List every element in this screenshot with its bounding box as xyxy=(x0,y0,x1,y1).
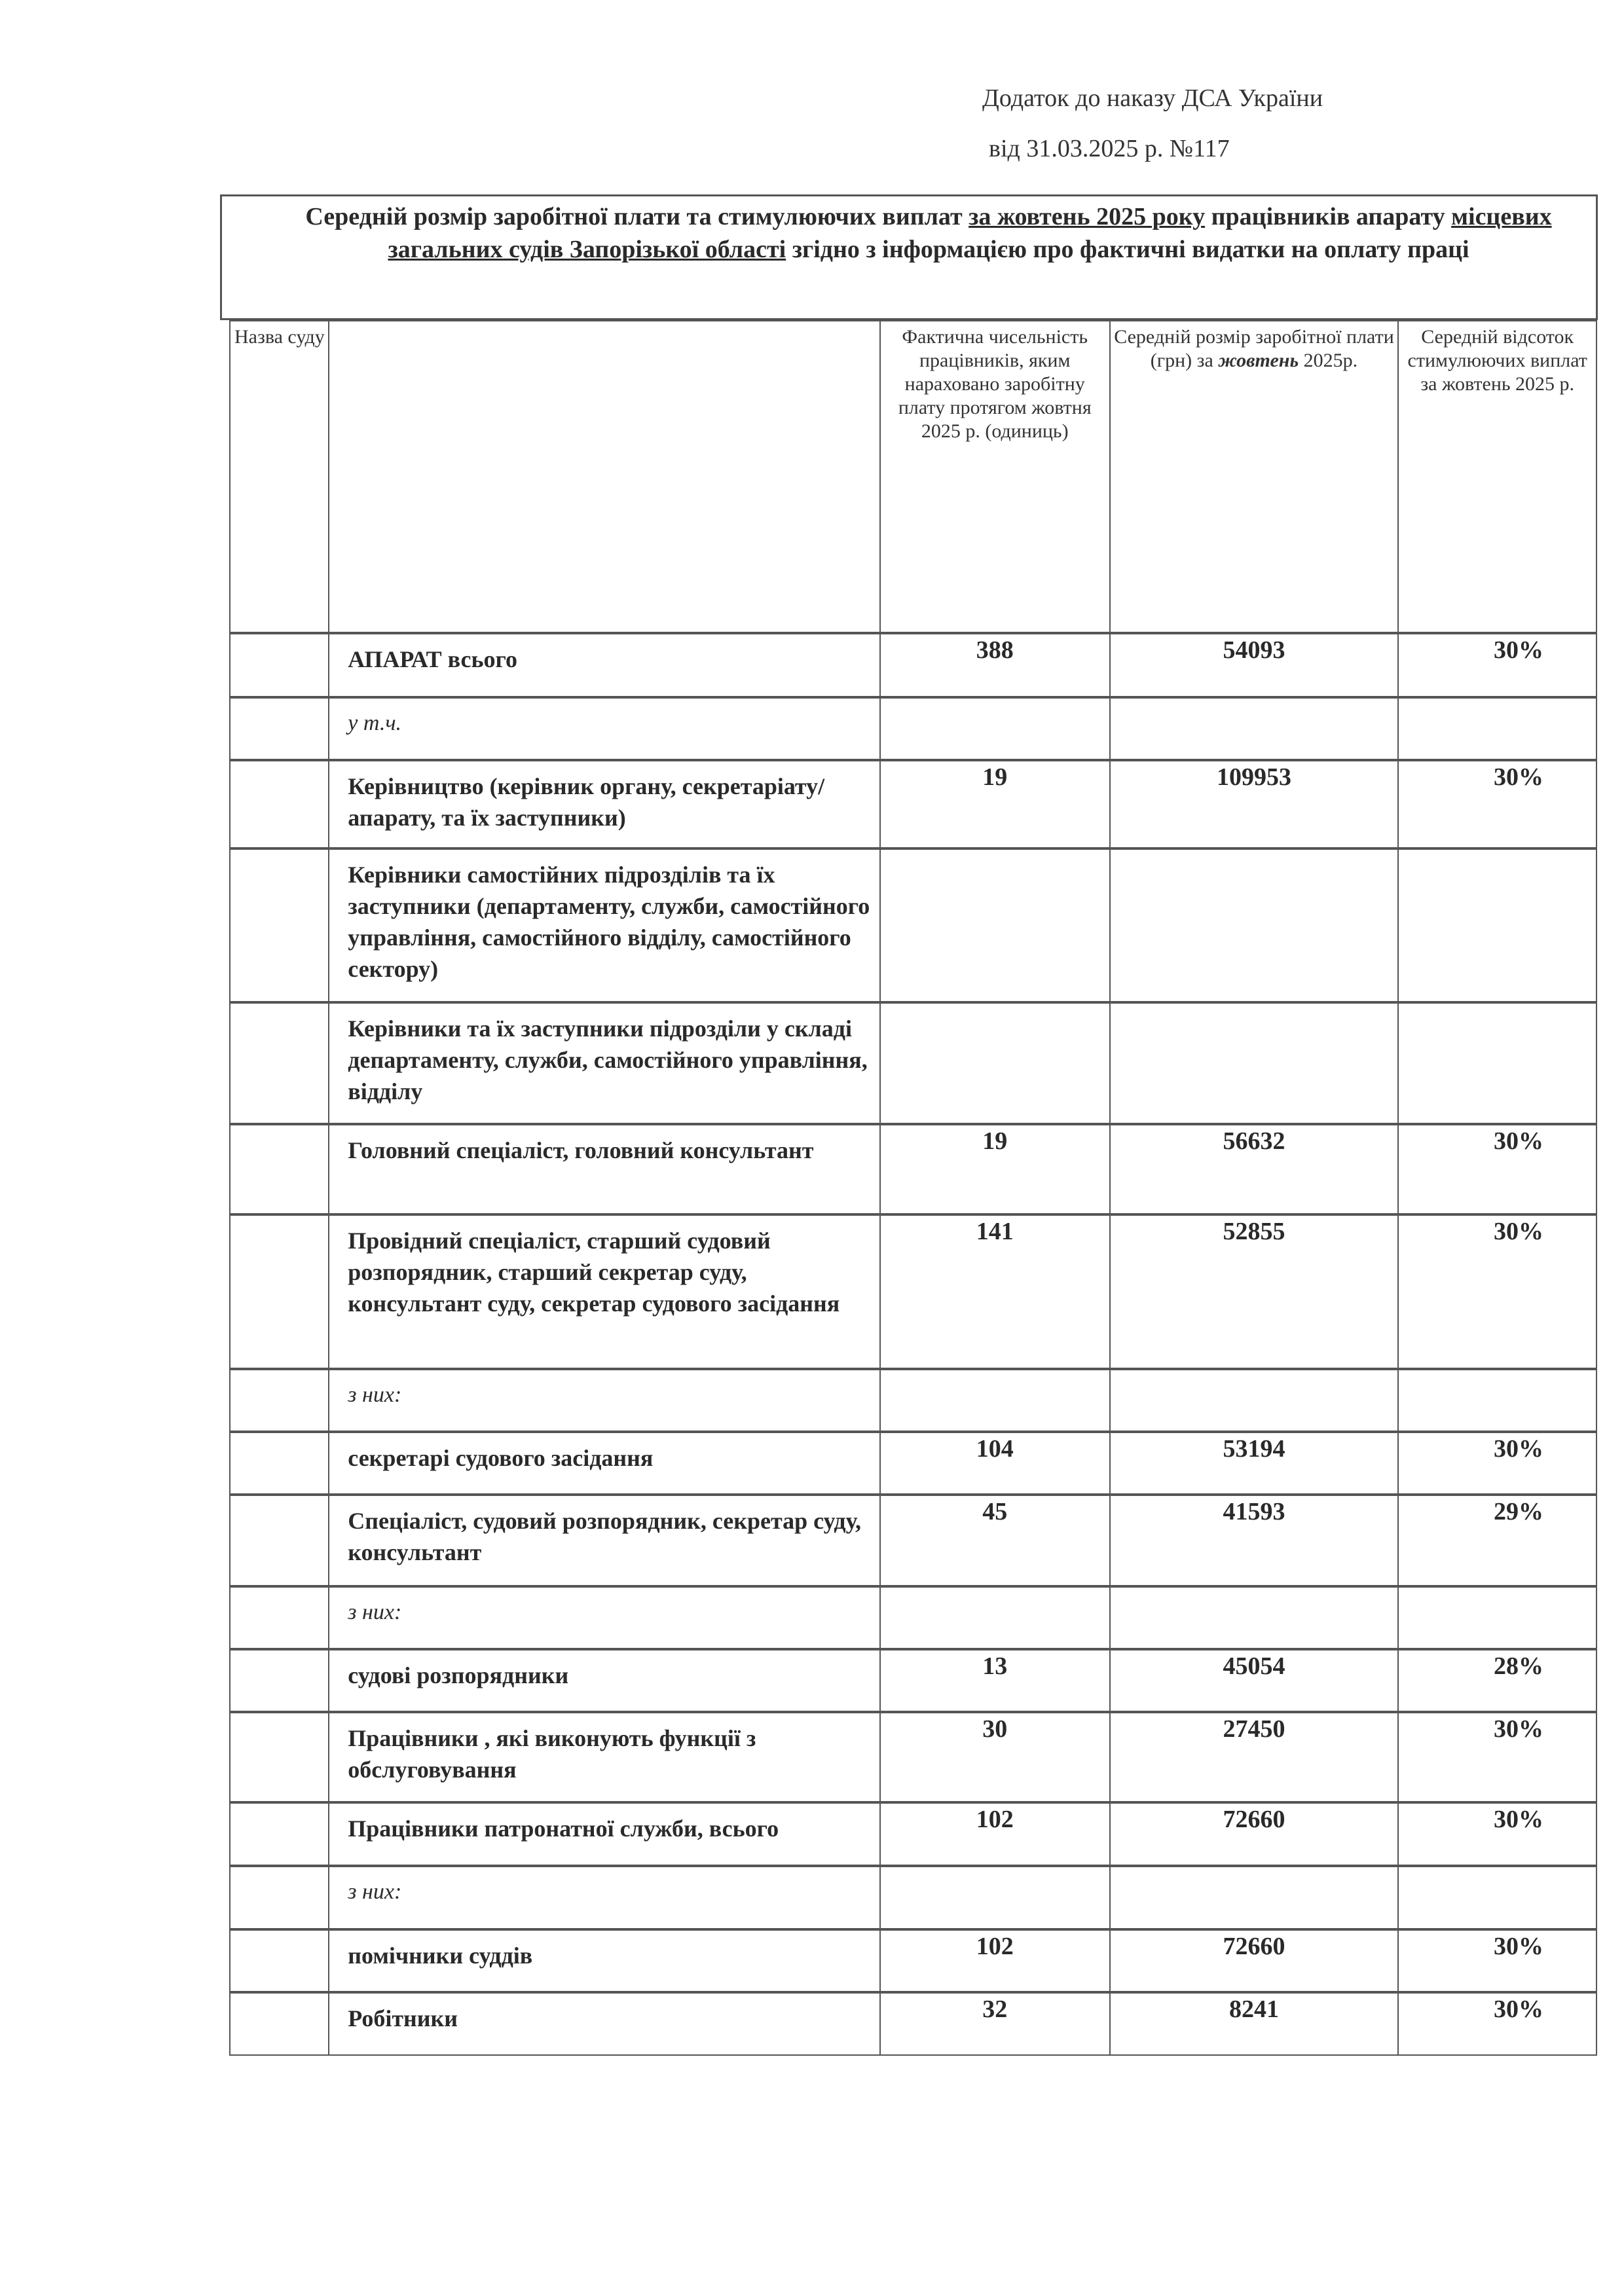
bonus-pct-cell xyxy=(1398,697,1596,760)
position-label: Керівництво (керівник органу, секретаріату/апарату, та їх заступники) xyxy=(329,760,880,848)
header-bonus-pct: Середній відсоток стимулюючих виплат за жовтень 2025 р. xyxy=(1398,321,1596,633)
avg-salary-cell xyxy=(1110,1866,1399,1929)
annex-order-date: від 31.03.2025 р. №117 xyxy=(989,135,1230,162)
position-label: Головний спеціаліст, головний консультант xyxy=(329,1124,880,1214)
court-name-cell xyxy=(230,1495,329,1586)
document-title-box xyxy=(220,194,1598,320)
court-name-cell xyxy=(230,848,329,1002)
position-label: Керівники самостійних підрозділів та їх заступники (департаменту, служби, самостійного управління, самостійного відділу, самостійного сектору) xyxy=(329,848,880,1002)
court-name-cell xyxy=(230,1124,329,1214)
table-row xyxy=(230,1369,1596,1432)
position-label: АПАРАТ всього xyxy=(329,633,880,697)
court-name-cell xyxy=(230,1369,329,1432)
avg-salary-cell xyxy=(1110,1586,1399,1649)
count-cell xyxy=(880,848,1110,1002)
title-period: за жовтень 2025 року xyxy=(969,203,1206,230)
court-name-cell xyxy=(230,697,329,760)
bonus-pct-cell: 30% xyxy=(1398,1802,1596,1866)
avg-salary-cell: 53194 xyxy=(1110,1432,1399,1495)
table-row xyxy=(230,1432,1596,1495)
court-name-cell xyxy=(230,633,329,697)
count-cell: 388 xyxy=(880,633,1110,697)
bonus-pct-cell: 30% xyxy=(1398,1214,1596,1369)
count-cell: 102 xyxy=(880,1929,1110,1992)
table-row xyxy=(230,697,1596,760)
court-name-cell xyxy=(230,1802,329,1866)
bonus-pct-cell: 30% xyxy=(1398,1992,1596,2055)
position-label: секретарі судового засідання xyxy=(329,1432,880,1495)
bonus-pct-cell: 30% xyxy=(1398,1124,1596,1214)
count-cell xyxy=(880,1002,1110,1124)
table-row xyxy=(230,1992,1596,2055)
count-cell: 45 xyxy=(880,1495,1110,1586)
avg-salary-cell: 72660 xyxy=(1110,1929,1399,1992)
avg-salary-cell xyxy=(1110,848,1399,1002)
avg-salary-cell: 109953 xyxy=(1110,760,1399,848)
avg-salary-cell: 41593 xyxy=(1110,1495,1399,1586)
position-label: у т.ч. xyxy=(329,697,880,760)
bonus-pct-cell xyxy=(1398,1002,1596,1124)
count-cell: 30 xyxy=(880,1712,1110,1802)
table-row xyxy=(230,1124,1596,1214)
position-label: Спеціаліст, судовий розпорядник, секретар суду, консультант xyxy=(329,1495,880,1586)
bonus-pct-cell: 30% xyxy=(1398,1712,1596,1802)
position-label: з них: xyxy=(329,1866,880,1929)
court-name-cell xyxy=(230,1712,329,1802)
count-cell: 32 xyxy=(880,1992,1110,2055)
table-row xyxy=(230,1649,1596,1712)
bonus-pct-cell: 28% xyxy=(1398,1649,1596,1712)
bonus-pct-cell xyxy=(1398,1866,1596,1929)
count-cell: 19 xyxy=(880,760,1110,848)
table-row xyxy=(230,633,1596,697)
table-row xyxy=(230,1495,1596,1586)
avg-salary-cell: 45054 xyxy=(1110,1649,1399,1712)
table-row xyxy=(230,848,1596,1002)
avg-salary-cell: 8241 xyxy=(1110,1992,1399,2055)
count-cell: 102 xyxy=(880,1802,1110,1866)
table-row xyxy=(230,1586,1596,1649)
position-label: Працівники патронатної служби, всього xyxy=(329,1802,880,1866)
salary-table xyxy=(229,320,1597,2056)
table-row xyxy=(230,1802,1596,1866)
position-label: з них: xyxy=(329,1369,880,1432)
avg-salary-cell: 72660 xyxy=(1110,1802,1399,1866)
avg-salary-cell xyxy=(1110,1369,1399,1432)
bonus-pct-cell: 30% xyxy=(1398,1432,1596,1495)
position-label: Керівники та їх заступники підрозділи у складі департаменту, служби, самостійного управління, відділу xyxy=(329,1002,880,1124)
position-label: Провідний спеціаліст, старший судовий розпорядник, старший секретар суду, консультант суду, секретар судового засідання xyxy=(329,1214,880,1369)
count-cell xyxy=(880,697,1110,760)
avg-salary-cell xyxy=(1110,1002,1399,1124)
position-label: судові розпорядники xyxy=(329,1649,880,1712)
count-cell xyxy=(880,1866,1110,1929)
table-header-row xyxy=(230,321,1596,633)
table-row xyxy=(230,1002,1596,1124)
bonus-pct-cell xyxy=(1398,1369,1596,1432)
court-name-cell xyxy=(230,1649,329,1712)
court-name-cell xyxy=(230,1214,329,1369)
court-name-cell xyxy=(230,1929,329,1992)
bonus-pct-cell: 30% xyxy=(1398,1929,1596,1992)
court-name-cell xyxy=(230,1992,329,2055)
bonus-pct-cell: 29% xyxy=(1398,1495,1596,1586)
count-cell: 104 xyxy=(880,1432,1110,1495)
bonus-pct-cell xyxy=(1398,1586,1596,1649)
position-label: з них: xyxy=(329,1586,880,1649)
count-cell xyxy=(880,1586,1110,1649)
position-label: Робітники xyxy=(329,1992,880,2055)
table-row xyxy=(230,1214,1596,1369)
avg-salary-cell: 27450 xyxy=(1110,1712,1399,1802)
header-avg-salary: Середній розмір заробітної плати (грн) за жовтень 2025р. xyxy=(1110,321,1399,633)
position-label: Працівники , які виконують функції з обслуговування xyxy=(329,1712,880,1802)
table-row xyxy=(230,760,1596,848)
court-name-cell xyxy=(230,1586,329,1649)
avg-salary-cell: 52855 xyxy=(1110,1214,1399,1369)
count-cell: 141 xyxy=(880,1214,1110,1369)
avg-salary-cell: 54093 xyxy=(1110,633,1399,697)
header-position xyxy=(329,321,880,633)
court-name-cell xyxy=(230,1866,329,1929)
count-cell: 13 xyxy=(880,1649,1110,1712)
annex-reference: Додаток до наказу ДСА України xyxy=(982,84,1323,112)
title-courts: місцевих загальних судів Запорізької області xyxy=(388,203,1552,263)
bonus-pct-cell: 30% xyxy=(1398,760,1596,848)
table-row xyxy=(230,1866,1596,1929)
avg-salary-cell: 56632 xyxy=(1110,1124,1399,1214)
position-label: помічники суддів xyxy=(329,1929,880,1992)
count-cell xyxy=(880,1369,1110,1432)
court-name-cell xyxy=(230,760,329,848)
table-row xyxy=(230,1929,1596,1992)
header-count: Фактична чисельність працівників, яким нараховано заробітну плату протягом жовтня 2025 р. (одиниць) xyxy=(880,321,1110,633)
avg-salary-cell xyxy=(1110,697,1399,760)
table-row xyxy=(230,1712,1596,1802)
bonus-pct-cell: 30% xyxy=(1398,633,1596,697)
document-title: Середній розмір заробітної плати та стимулюючих виплат за жовтень 2025 року працівників апарату місцевих загальних судів Запорізької області згідно з інформацією про фактичні видатки на оплату праці xyxy=(305,203,1552,263)
court-name-cell xyxy=(230,1002,329,1124)
court-name-cell xyxy=(230,1432,329,1495)
header-court-name: Назва суду xyxy=(230,321,329,633)
count-cell: 19 xyxy=(880,1124,1110,1214)
bonus-pct-cell xyxy=(1398,848,1596,1002)
